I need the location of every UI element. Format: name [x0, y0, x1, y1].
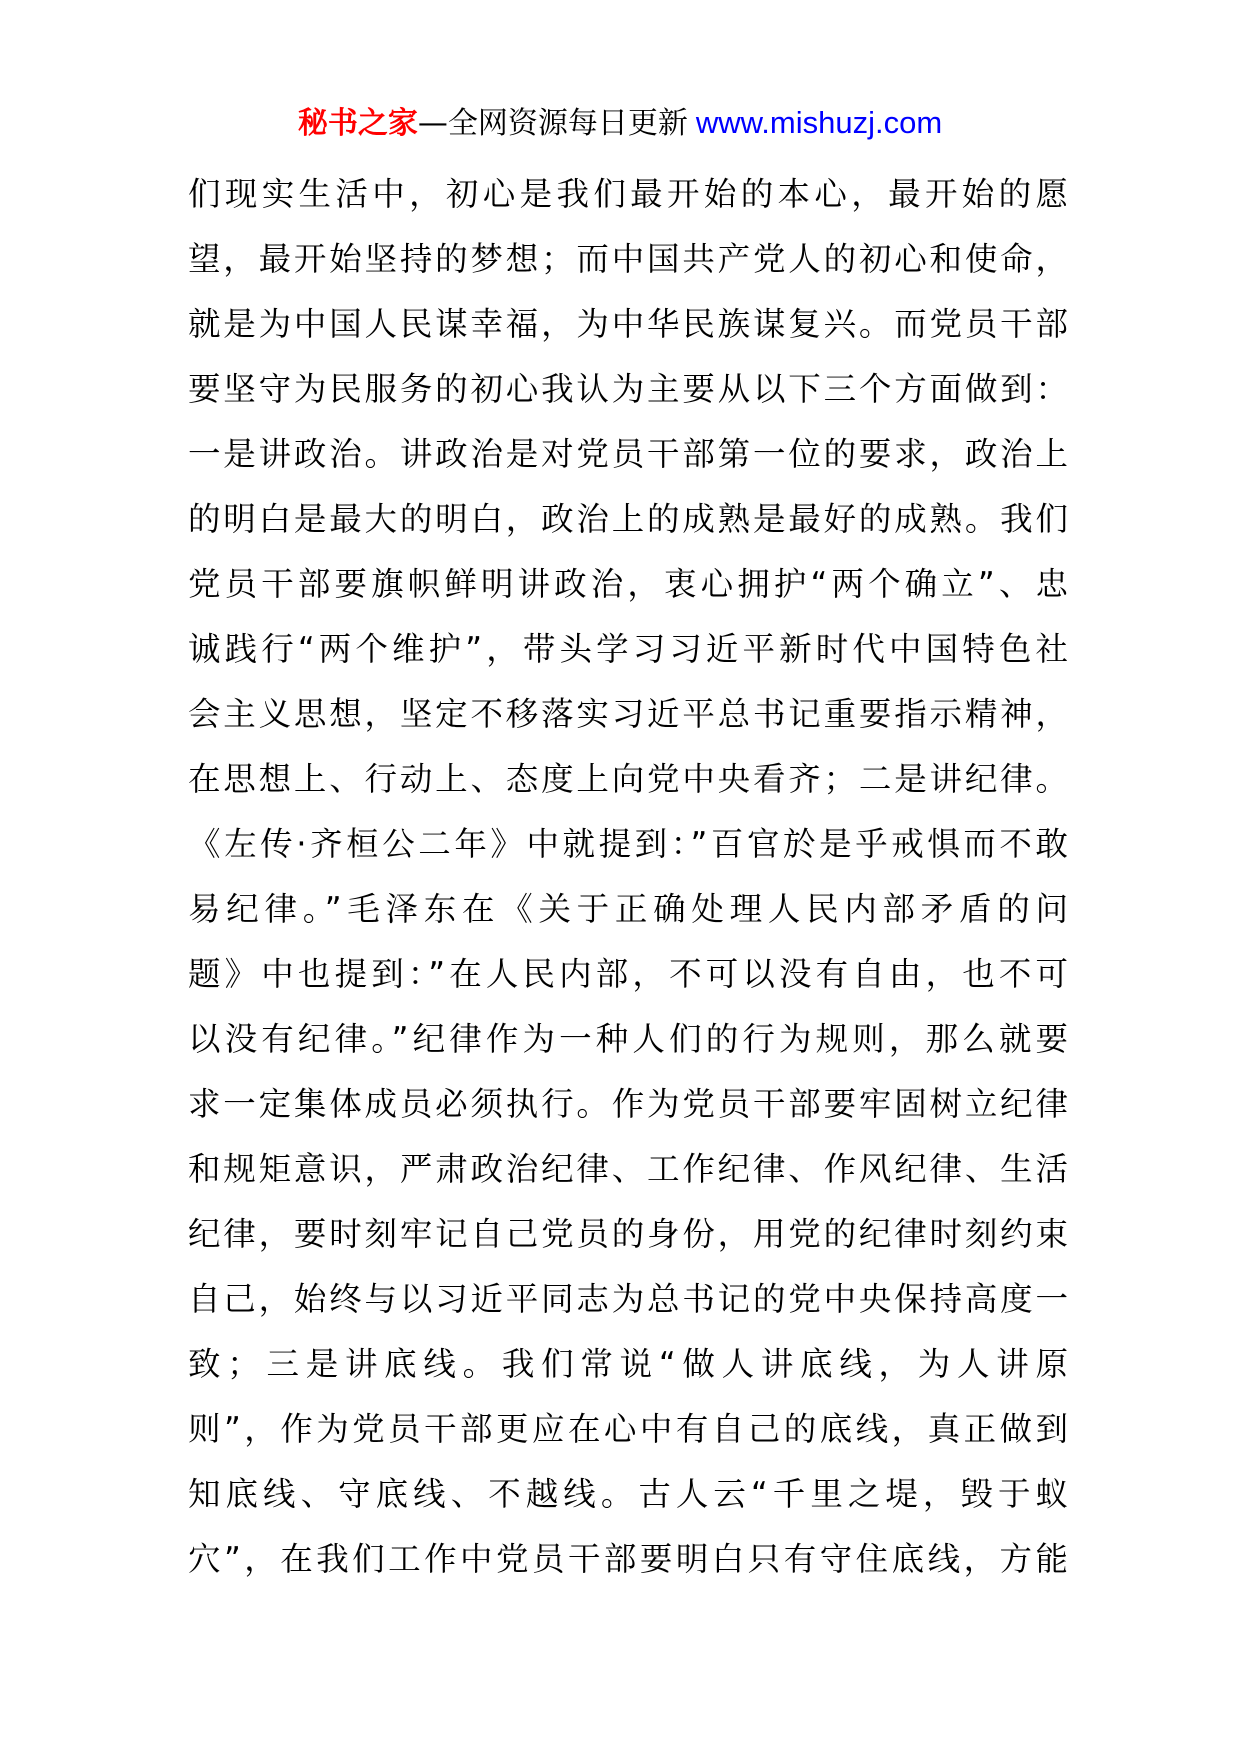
header-tagline: —全网资源每日更新 — [417, 106, 688, 141]
body-line-13: 题》中也提到：”在人民内部，不可以没有自由，也不可 — [188, 955, 1068, 993]
body-line-16: 和规矩意识，严肃政治纪律、工作纪律、作风纪律、生活 — [188, 1150, 1068, 1188]
body-line-4: 要坚守为民服务的初心我认为主要从以下三个方面做到： — [188, 370, 1068, 408]
body-line-12: 易纪律。”毛泽东在《关于正确处理人民内部矛盾的问 — [188, 890, 1068, 928]
body-line-7: 党员干部要旗帜鲜明讲政治，衷心拥护“两个确立”、忠 — [188, 565, 1068, 603]
body-line-2: 望，最开始坚持的梦想；而中国共产党人的初心和使命， — [188, 240, 1068, 278]
body-line-9: 会主义思想，坚定不移落实习近平总书记重要指示精神， — [188, 695, 1068, 733]
body-line-5: 一是讲政治。讲政治是对党员干部第一位的要求，政治上 — [188, 435, 1068, 473]
body-line-11: 《左传·齐桓公二年》中就提到：”百官於是乎戒惧而不敢 — [188, 825, 1068, 863]
body-line-18: 自己，始终与以习近平同志为总书记的党中央保持高度一 — [188, 1280, 1068, 1318]
body-line-17: 纪律，要时刻牢记自己党员的身份，用党的纪律时刻约束 — [188, 1215, 1068, 1253]
body-line-15: 求一定集体成员必须执行。作为党员干部要牢固树立纪律 — [188, 1085, 1068, 1123]
body-line-20: 则”，作为党员干部更应在心中有自己的底线，真正做到 — [188, 1410, 1068, 1448]
body-line-10: 在思想上、行动上、态度上向党中央看齐；二是讲纪律。 — [188, 760, 1068, 798]
body-line-1: 们现实生活中，初心是我们最开始的本心，最开始的愿 — [188, 175, 1068, 213]
body-line-19: 致；三是讲底线。我们常说“做人讲底线，为人讲原 — [188, 1345, 1068, 1383]
body-line-21: 知底线、守底线、不越线。古人云“千里之堤，毁于蚁 — [188, 1475, 1068, 1513]
site-url-link[interactable]: www.mishuzj.com — [695, 105, 943, 140]
body-line-8: 诚践行“两个维护”，带头学习习近平新时代中国特色社 — [188, 630, 1068, 668]
page-header — [0, 100, 1240, 147]
body-line-22: 穴”，在我们工作中党员干部要明白只有守住底线，方能 — [188, 1540, 1068, 1578]
document-body — [188, 162, 1068, 1592]
brand-name: 秘书之家 — [297, 106, 418, 141]
body-line-6: 的明白是最大的明白，政治上的成熟是最好的成熟。我们 — [188, 500, 1068, 538]
body-line-14: 以没有纪律。”纪律作为一种人们的行为规则，那么就要 — [188, 1020, 1068, 1058]
body-line-3: 就是为中国人民谋幸福，为中华民族谋复兴。而党员干部 — [188, 305, 1068, 343]
